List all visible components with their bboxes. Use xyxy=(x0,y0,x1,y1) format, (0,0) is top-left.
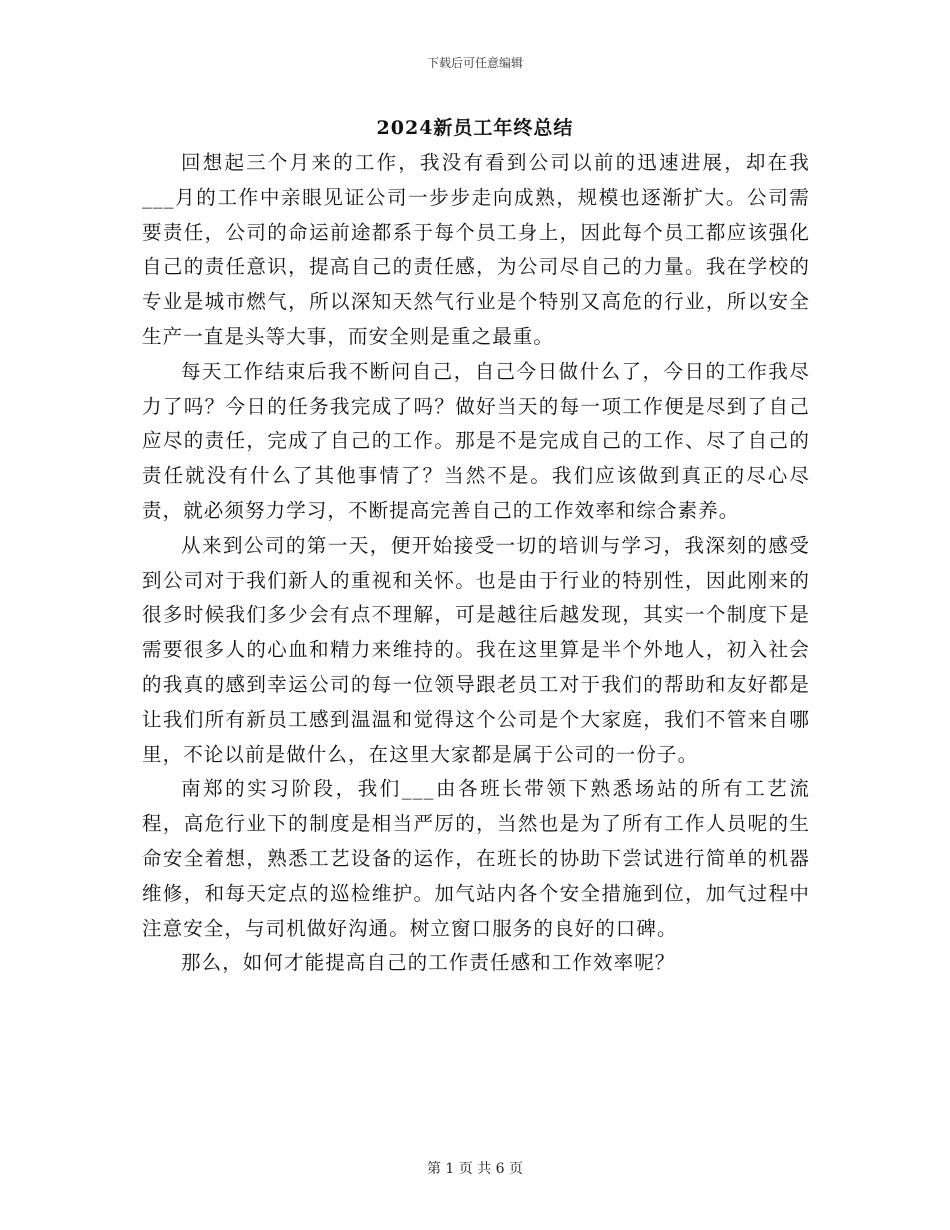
paragraph: 回想起三个月来的工作，我没有看到公司以前的迅速进展，却在我___月的工作中亲眼见证公司一步步走向成熟，规模也逐渐扩大。公司需要责任，公司的命运前途都系于每个员工身上，因此每个员工都应该强化自己的责任意识，提高自己的责任感，为公司尽自己的力量。我在学校的专业是城市燃气，所以深知天然气行业是个特别又高危的行业，所以安全生产一直是头等大事，而安全则是重之最重。 xyxy=(142,151,810,348)
paragraph: 从来到公司的第一天，便开始接受一切的培训与学习，我深刻的感受到公司对于我们新人的重视和关怀。也是由于行业的特别性，因此刚来的很多时候我们多少会有点不理解，可是越往后越发现，其实一个制度下是需要很多人的心血和精力来维持的。我在这里算是半个外地人，初入社会的我真的感到幸运公司的每一位领导跟老员工对于我们的帮助和友好都是让我们所有新员工感到温温和觉得这个公司是个大家庭，我们不管来自哪里，不论以前是做什么，在这里大家都是属于公司的一份子。 xyxy=(142,533,810,766)
document-body xyxy=(142,146,810,981)
header-note: 下载后可任意编辑 xyxy=(426,56,523,70)
paragraph: 每天工作结束后我不断问自己，自己今日做什么了，今日的工作我尽力了吗？今日的任务我完成了吗？做好当天的每一项工作便是尽到了自己应尽的责任，完成了自己的工作。那是不是完成自己的工作、尽了自己的责任就没有什么了其他事情了？当然不是。我们应该做到真正的尽心尽责，就必须努力学习，不断提高完善自己的工作效率和综合素养。 xyxy=(142,359,810,522)
document-title: 2024新员工年终总结 xyxy=(376,117,574,139)
page-number: 第 1 页 共 6 页 xyxy=(426,1161,524,1177)
paragraph: 南郑的实习阶段，我们___由各班长带领下熟悉场站的所有工艺流程，高危行业下的制度是相当严厉的，当然也是为了所有工作人员呢的生命安全着想，熟悉工艺设备的运作，在班长的协助下尝试进行简单的机器维修，和每天定点的巡检维护。加气站内各个安全措施到位，加气过程中注意安全，与司机做好沟通。树立窗口服务的良好的口碑。 xyxy=(142,777,810,940)
paragraph: 那么，如何才能提高自己的工作责任感和工作效率呢？ xyxy=(181,951,676,975)
